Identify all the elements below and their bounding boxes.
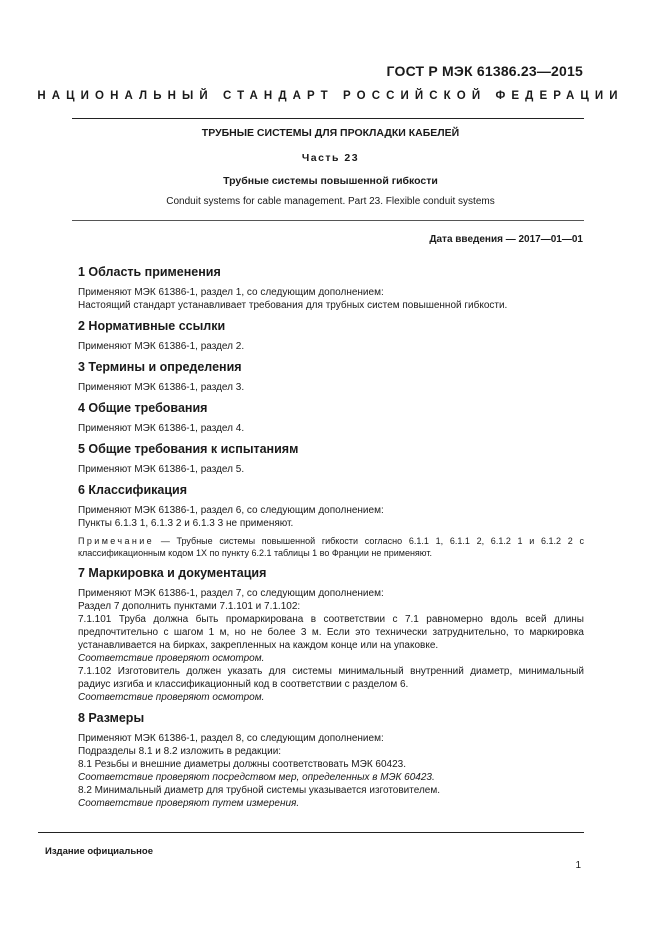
section-8 [78,710,584,810]
national-standard-banner: НАЦИОНАЛЬНЫЙ СТАНДАРТ РОССИЙСКОЙ ФЕДЕРАЦИИ [37,90,624,102]
standard-number: ГОСТ Р МЭК 61386.23—2015 [386,63,583,79]
document-body [78,264,584,816]
note [78,535,584,559]
compliance-check: Соответствие проверяют осмотром. [78,653,265,664]
note-text: — Трубные системы повышенной гибкости согласно 6.1.1 1, 6.1.1 2, 6.1.2 1 и 6.1.2 2 с классификационным кодом 1X по пункту 6.2.1 таблицы 1 во Франции не применяют. [78,536,584,558]
section-3 [78,359,584,394]
paragraph: 8.1 Резьбы и внешние диаметры должны соответствовать МЭК 60423. [78,759,407,770]
paragraph: Подразделы 8.1 и 8.2 изложить в редакции: [78,746,282,757]
footer-divider [38,832,584,833]
title-divider [72,220,584,221]
section-heading: 1 Область применения [78,265,221,279]
paragraph: Применяют МЭК 61386-1, раздел 8, со следующим дополнением: [78,733,384,744]
paragraph: Применяют МЭК 61386-1, раздел 2. [78,341,245,352]
page-number: 1 [575,860,581,871]
section-heading: 5 Общие требования к испытаниям [78,442,299,456]
paragraph: 7.1.102 Изготовитель должен указать для системы минимальный внутренний диаметр, минимальный радиус изгиба и классификационный код в соответствии с разделом 6. [78,666,584,690]
official-edition-label: Издание официальное [45,846,153,857]
document-title: ТРУБНЫЕ СИСТЕМЫ ДЛЯ ПРОКЛАДКИ КАБЕЛЕЙ [201,127,460,139]
section-heading: 6 Классификация [78,483,188,497]
section-heading: 7 Маркировка и документация [78,566,267,580]
compliance-check: Соответствие проверяют осмотром. [78,692,265,703]
compliance-check: Соответствие проверяют путем измерения. [78,798,300,809]
section-6 [78,482,584,559]
note-label: Примечание [78,536,155,546]
paragraph: Пункты 6.1.3 1, 6.1.3 2 и 6.1.3 3 не применяют. [78,518,294,529]
section-5 [78,441,584,476]
paragraph: 8.2 Минимальный диаметр для трубной системы указывается изготовителем. [78,785,440,796]
paragraph: Раздел 7 дополнить пунктами 7.1.101 и 7.1.102: [78,601,301,612]
paragraph: Настоящий стандарт устанавливает требования для трубных систем повышенной гибкости. [78,300,508,311]
effective-date: Дата введения — 2017—01—01 [429,234,583,245]
paragraph: Применяют МЭК 61386-1, раздел 7, со следующим дополнением: [78,588,384,599]
part-label: Часть 23 [301,152,360,164]
paragraph: Применяют МЭК 61386-1, раздел 5. [78,464,245,475]
top-divider [72,118,584,119]
paragraph: 7.1.101 Труба должна быть промаркирована в соответствии с 7.1 равномерно вдоль всей длины предпочтительно с шагом 1 м, но не более 3 м. Если это технически затруднительно, то маркировка устанавливается на бирках, закрепленных на каждом конце или на упаковке. [78,614,584,651]
section-1 [78,264,584,312]
paragraph: Применяют МЭК 61386-1, раздел 3. [78,382,245,393]
paragraph: Применяют МЭК 61386-1, раздел 1, со следующим дополнением: [78,287,384,298]
section-7 [78,565,584,704]
section-heading: 8 Размеры [78,711,145,725]
section-2 [78,318,584,353]
section-4 [78,400,584,435]
compliance-check: Соответствие проверяют посредством мер, определенных в МЭК 60423. [78,772,435,783]
section-heading: 4 Общие требования [78,401,208,415]
document-subtitle: Трубные системы повышенной гибкости [223,175,438,187]
section-heading: 2 Нормативные ссылки [78,319,226,333]
paragraph: Применяют МЭК 61386-1, раздел 6, со следующим дополнением: [78,505,384,516]
paragraph: Применяют МЭК 61386-1, раздел 4. [78,423,245,434]
english-title: Conduit systems for cable management. Part 23. Flexible conduit systems [166,196,495,207]
section-heading: 3 Термины и определения [78,360,242,374]
